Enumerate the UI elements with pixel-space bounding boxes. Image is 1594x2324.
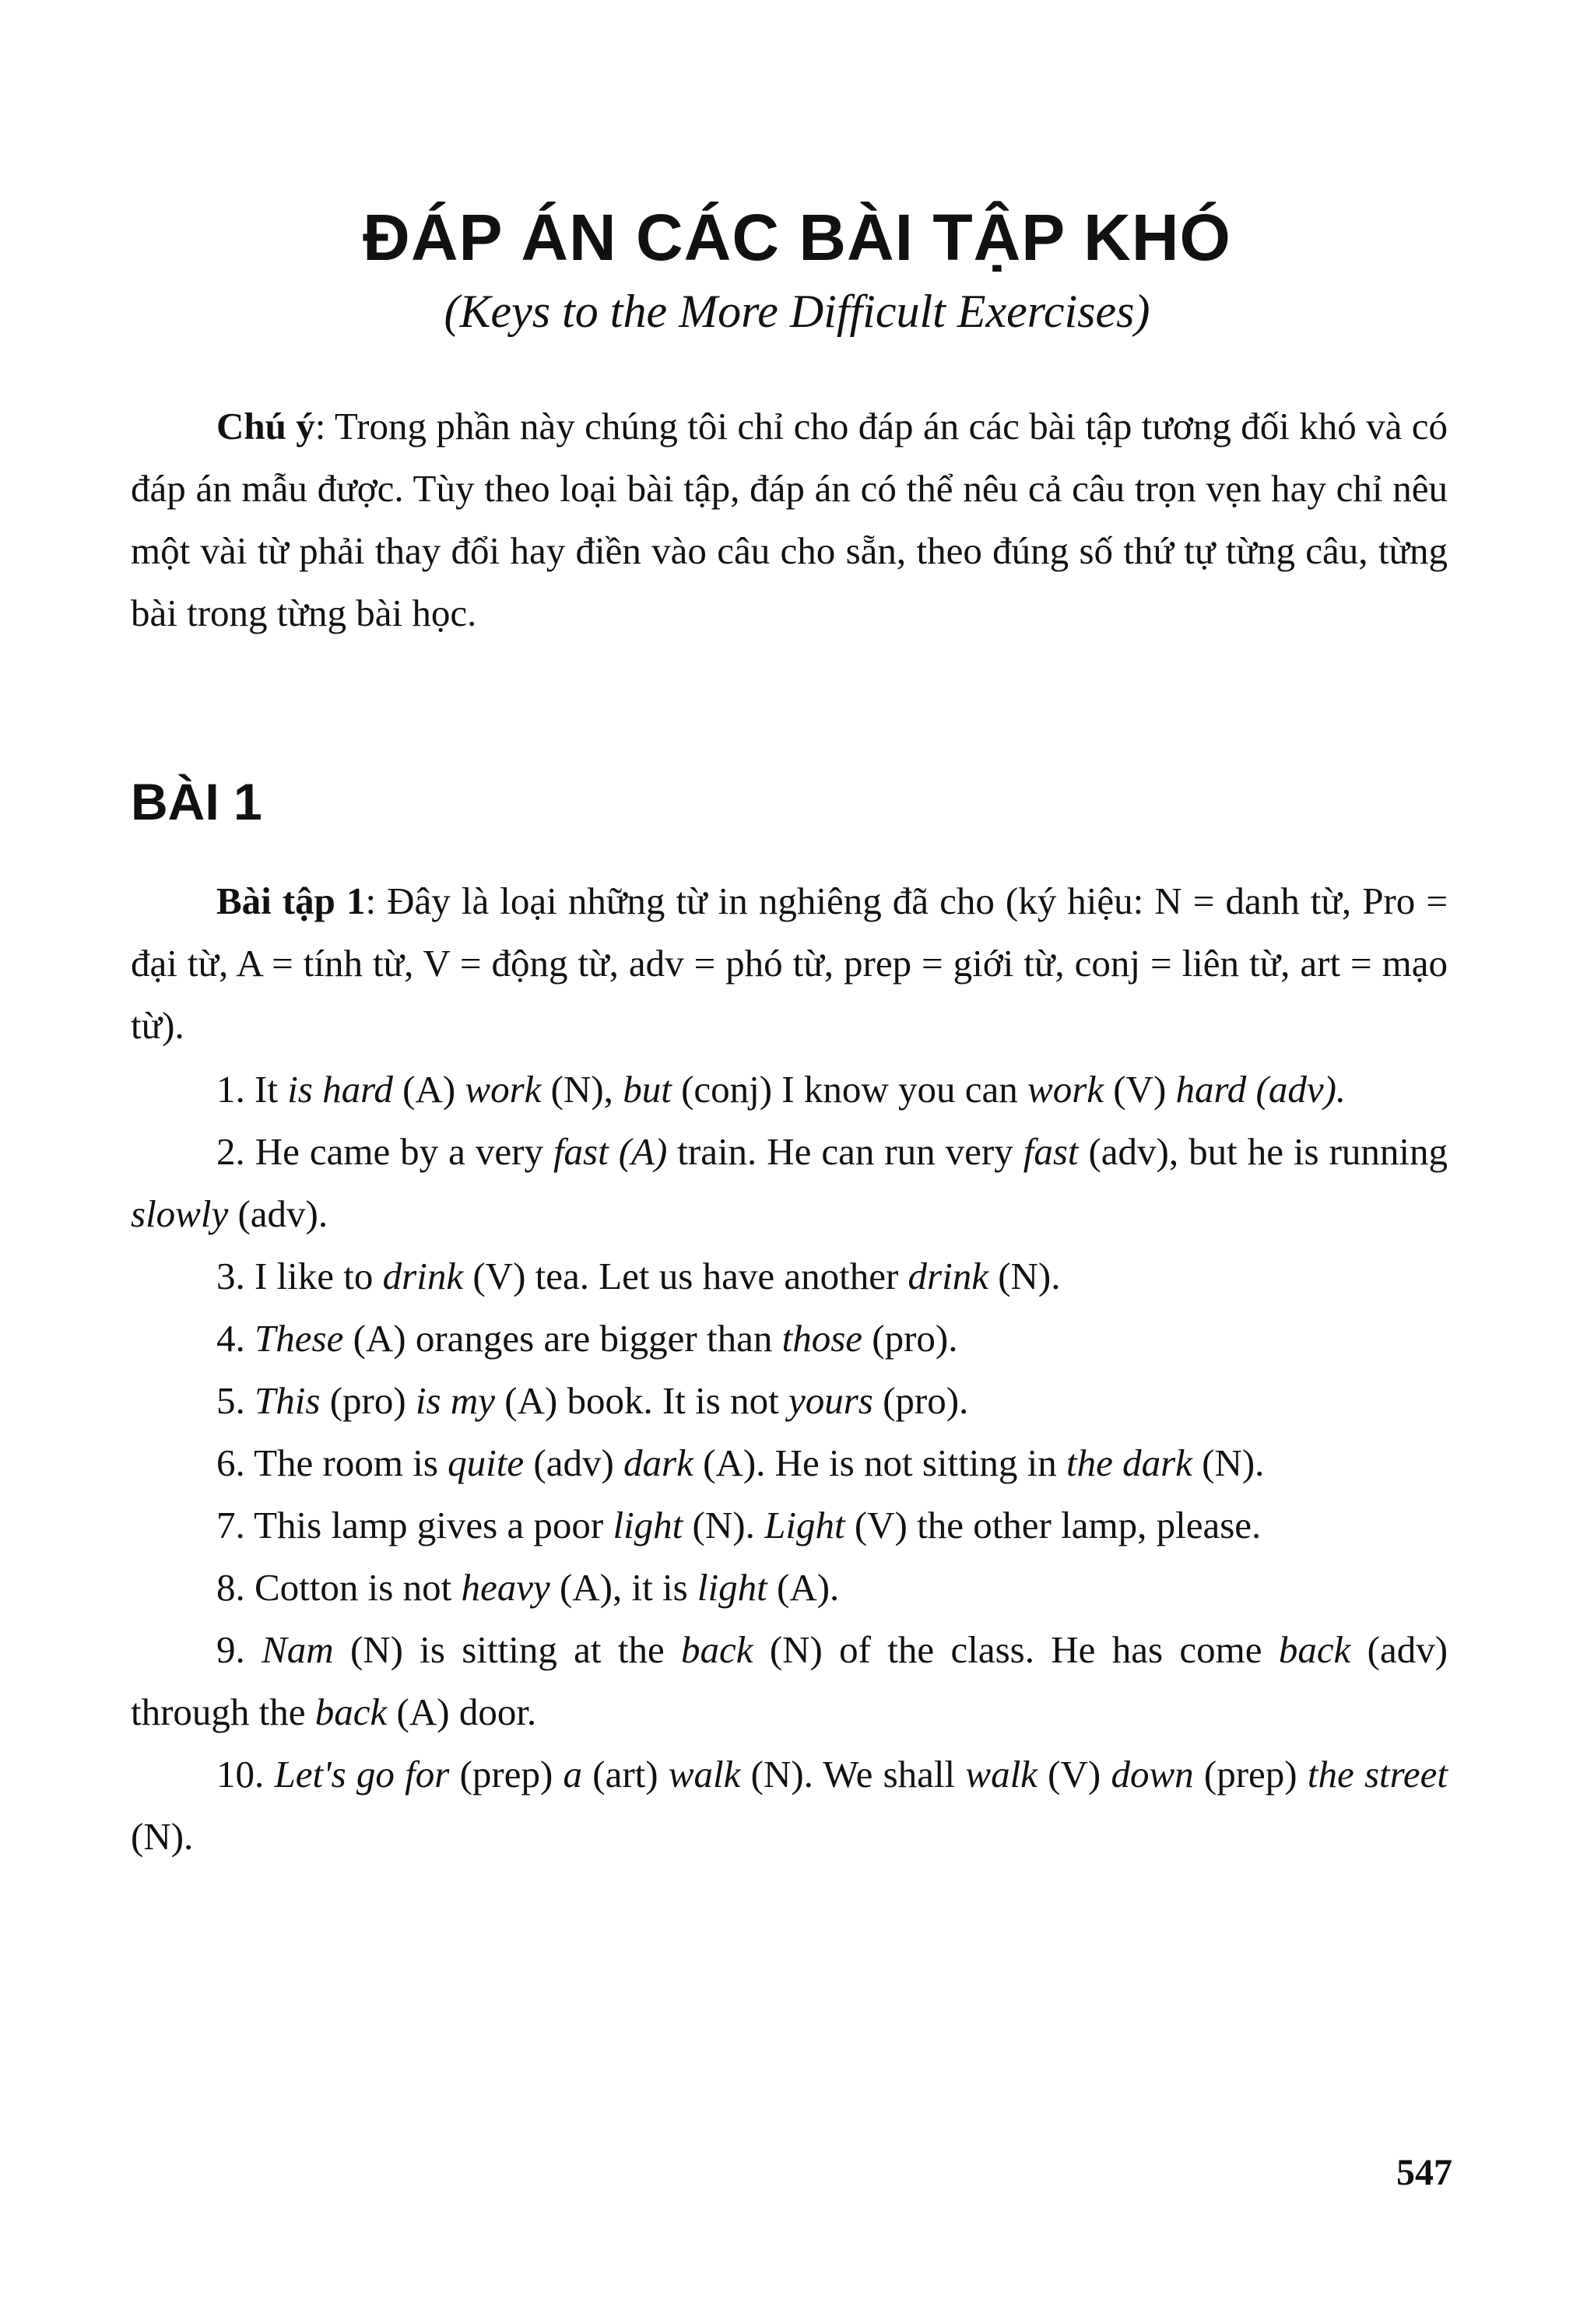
answer-text-run: (pro) (320, 1379, 416, 1422)
answer-text-run: work (1027, 1068, 1104, 1111)
answer-text-run: (conj) I know you can (671, 1068, 1028, 1111)
page-title: ĐÁP ÁN CÁC BÀI TẬP KHÓ (363, 201, 1231, 274)
answer-item (131, 1370, 1448, 1432)
answer-text-run: (A) oranges are bigger than (343, 1317, 782, 1360)
answer-text-run: (A) (392, 1068, 465, 1111)
answer-text-run: (pro). (872, 1379, 969, 1422)
answer-text-run: work (465, 1068, 542, 1111)
section-heading: BÀI 1 (131, 773, 262, 830)
answer-text-run: (pro). (862, 1317, 958, 1360)
answer-text-run: This (255, 1379, 321, 1422)
answer-text-run: is my (415, 1379, 495, 1422)
answer-text-run: (adv) (524, 1441, 624, 1484)
answer-text-run: (V) (1104, 1068, 1176, 1111)
answer-item (131, 1619, 1448, 1743)
answer-text-run: dark (623, 1441, 693, 1484)
answer-text-run: 10. (216, 1753, 275, 1796)
answer-text-run: Light (764, 1504, 845, 1546)
answer-item (131, 1557, 1448, 1619)
answer-text-run: (prep) (449, 1753, 564, 1796)
answer-text-run: (N), (541, 1068, 623, 1111)
answer-text-run: 8. Cotton is not (216, 1566, 462, 1609)
answer-text-run: (art) (582, 1753, 669, 1796)
answer-text-run: drink (908, 1255, 988, 1297)
answer-text-run: a (563, 1753, 583, 1796)
answer-text-run: (N). (988, 1255, 1061, 1297)
answer-text-run: light (613, 1504, 683, 1546)
answer-text-run: (V) tea. Let us have another (463, 1255, 908, 1297)
answer-text-run: (N). (1192, 1441, 1265, 1484)
answer-text-run: fast (1023, 1130, 1079, 1173)
answer-text-run: down (1111, 1753, 1194, 1796)
answer-text-run: yours (788, 1379, 873, 1422)
answer-text-run: (N) of the class. He has come (753, 1628, 1279, 1671)
answer-text-run: quite (448, 1441, 525, 1484)
answer-text-run: heavy (461, 1566, 550, 1609)
note-label: Chú ý (216, 405, 315, 448)
answer-text-run: hard (adv). (1175, 1068, 1346, 1111)
note-paragraph (131, 395, 1448, 644)
answer-text-run: (adv). (228, 1192, 328, 1235)
answer-text-run: walk (965, 1753, 1038, 1796)
answer-text-run: (A) book. It is not (494, 1379, 788, 1422)
answer-text-run: (N) is sitting at the (333, 1628, 682, 1671)
answer-text-run: (V) the other lamp, please. (844, 1504, 1262, 1546)
exercise-intro-text: : Đây là loại những từ in nghiêng đã cho (ký hiệu: N = danh từ, Pro = đại từ, A = tính từ, V = động từ, adv = phó từ, prep = giới từ, conj = liên từ, art = mạo từ). (131, 879, 1448, 1047)
answer-text-run: (N). (683, 1504, 765, 1546)
answer-text-run: but (623, 1068, 672, 1111)
answer-text-run: 9. (216, 1628, 262, 1671)
page-subtitle: (Keys to the More Difficult Exercises) (444, 286, 1150, 337)
exercise-intro (131, 870, 1448, 1057)
answer-text-run: (N). We shall (740, 1753, 966, 1796)
answer-text-run: (prep) (1193, 1753, 1308, 1796)
answer-text-run: 2. He came by a very (216, 1130, 553, 1173)
answer-list (131, 1058, 1448, 1868)
exercise-label: Bài tập 1 (216, 879, 366, 922)
answer-text-run: 3. I like to (216, 1255, 383, 1297)
answer-text-run: the street (1307, 1753, 1448, 1796)
answer-text-run: (A). He is not sitting in (693, 1441, 1066, 1484)
answer-text-run: light (697, 1566, 767, 1609)
answer-text-run: those (781, 1317, 863, 1360)
answer-text-run: (A) door. (387, 1690, 537, 1733)
answer-text-run: 7. This lamp gives a poor (216, 1504, 613, 1546)
note-text: : Trong phần này chúng tôi chỉ cho đáp án các bài tập tương đối khó và có đáp án mẫu được. Tùy theo loại bài tập, đáp án có thể nêu cả câu trọn vẹn hay chỉ nêu một vài từ phải thay đổi hay điền vào câu cho sẵn, theo đúng số thứ tự từng câu, từng bài trong từng bài học. (131, 405, 1448, 634)
page-number: 547 (1396, 2152, 1452, 2193)
answer-item (131, 1308, 1448, 1370)
answer-text-run: back (314, 1690, 388, 1733)
answer-text-run: the dark (1066, 1441, 1192, 1484)
answer-text-run: (A), it is (549, 1566, 697, 1609)
answer-text-run: slowly (131, 1192, 229, 1235)
answer-text-run: back (681, 1628, 753, 1671)
answer-text-run: train. He can run very (667, 1130, 1023, 1173)
answer-text-run: Let's go for (274, 1753, 450, 1796)
answer-text-run: is hard (287, 1068, 393, 1111)
answer-text-run: (adv), but he is running (1078, 1130, 1448, 1173)
answer-item (131, 1121, 1448, 1245)
answer-text-run: (adv) through the (131, 1628, 1448, 1733)
answer-item (131, 1743, 1448, 1868)
answer-text-run: fast (A) (553, 1130, 668, 1173)
answer-text-run: walk (668, 1753, 741, 1796)
answer-text-run: (A). (767, 1566, 840, 1609)
answer-item (131, 1494, 1448, 1557)
answer-item (131, 1245, 1448, 1308)
answer-text-run: (V) (1037, 1753, 1111, 1796)
answer-text-run: 1. It (216, 1068, 288, 1111)
answer-text-run: 4. (216, 1317, 255, 1360)
answer-item (131, 1058, 1448, 1121)
answer-text-run: drink (382, 1255, 464, 1297)
answer-text-run: These (255, 1317, 344, 1360)
answer-text-run: 6. The room is (216, 1441, 448, 1484)
answer-item (131, 1432, 1448, 1494)
answer-text-run: (N). (131, 1815, 194, 1858)
answer-text-run: 5. (216, 1379, 255, 1422)
answer-text-run: Nam (262, 1628, 334, 1671)
answer-text-run: back (1278, 1628, 1351, 1671)
